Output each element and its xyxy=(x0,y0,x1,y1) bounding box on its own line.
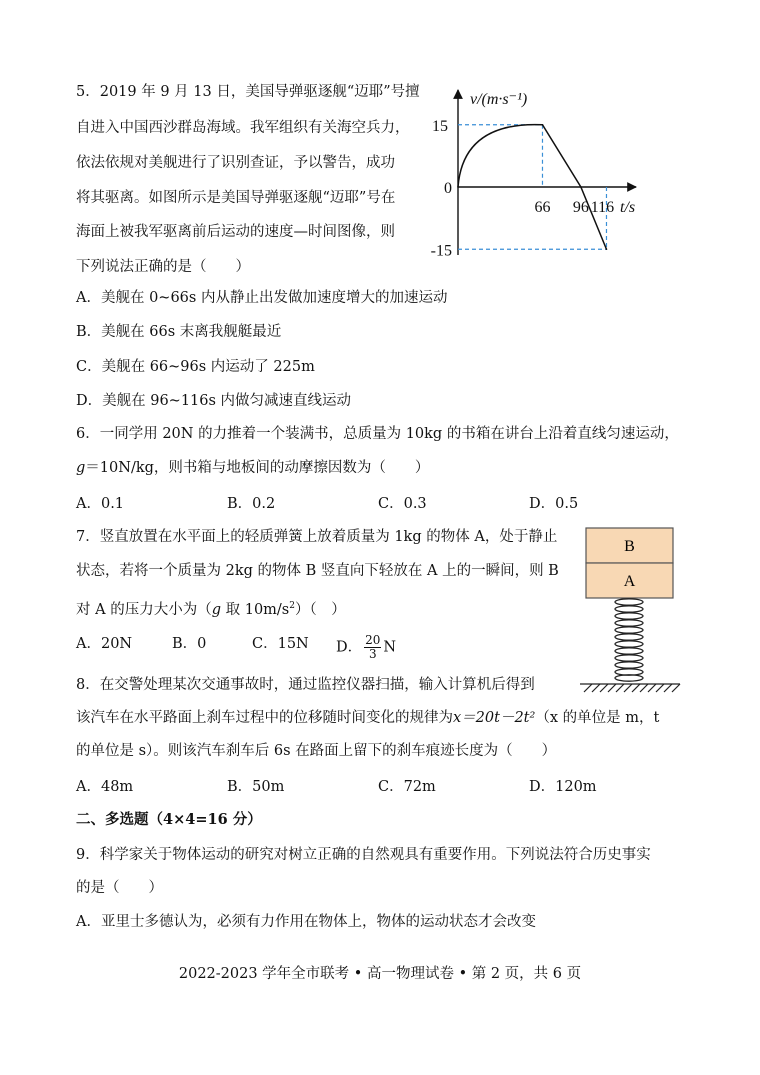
q6-option-d: D．0.5 xyxy=(529,496,579,512)
velocity-time-graph xyxy=(420,82,680,272)
q6-line-2-rest: N/kg，则书箱与地板间的动摩擦因数为（ ） xyxy=(118,460,430,476)
q6-option-b: B．0.2 xyxy=(227,496,276,512)
q9-line-1: 9．科学家关于物体运动的研究对树立正确的自然观具有重要作用。下列说法符合历史事实 xyxy=(76,847,651,863)
y-tick-neg15: -15 xyxy=(430,242,452,260)
q5-line-4: 将其驱离。如图所示是美国导弹驱逐舰“迈耶”号在 xyxy=(76,190,396,206)
y-tick-15: 15 xyxy=(432,117,448,135)
data-point-2 xyxy=(580,186,582,188)
q5-line-1: 5．2019 年 9 月 13 日，美国导弹驱逐舰“迈耶”号擅 xyxy=(76,84,420,100)
q7-line-2: 状态，若将一个质量为 2kg 的物体 B 竖直向下轻放在 A 上的一瞬间，则 B xyxy=(76,563,559,579)
q7-g-value: 取 10m/s xyxy=(221,601,290,618)
q8-option-a: A．48m xyxy=(76,779,134,795)
q6-option-a: A．0.1 xyxy=(76,496,125,512)
q5-option-a: A．美舰在 0~66s 内从静止出发做加速度增大的加速运动 xyxy=(76,290,448,306)
spring-blocks-figure xyxy=(572,522,692,694)
page-footer: 2022-2023 学年全市联考 • 高一物理试卷 • 第 2 页，共 6 页 xyxy=(178,966,582,982)
q6-option-c: C．0.3 xyxy=(378,496,427,512)
q7-option-b: B．0 xyxy=(172,636,207,652)
fraction-numerator: 20 xyxy=(365,633,381,647)
q5-line-6: 下列说法正确的是（ ） xyxy=(76,259,250,275)
data-point-1 xyxy=(542,124,544,126)
q6-g-value: ＝10 xyxy=(85,460,119,476)
q9-option-a: A．亚里士多德认为，必须有力作用在物体上，物体的运动状态才会改变 xyxy=(76,914,536,930)
q8-option-c: C．72m xyxy=(378,779,436,795)
x-tick-96: 96 xyxy=(572,199,589,216)
spring xyxy=(615,599,643,681)
q7-line-3-start: 对 A 的压力大小为（ xyxy=(76,601,212,618)
y-tick-0: 0 xyxy=(444,180,452,197)
data-point-3 xyxy=(606,248,608,250)
x-axis-label: t/s xyxy=(620,199,636,216)
q5-line-2: 自进入中国西沙群岛海域。我军组织有关海空兵力， xyxy=(76,120,410,136)
y-axis-label: v/(m·s⁻¹) xyxy=(470,91,528,108)
q8-option-d: D．120m xyxy=(529,779,597,795)
q7-option-d-label: D． xyxy=(336,639,363,656)
block-b-label: B xyxy=(624,538,635,555)
q5-line-5: 海面上被我军驱离前后运动的速度—时间图像，则 xyxy=(76,224,395,240)
q7-option-d-fraction xyxy=(364,634,381,661)
q6-g-symbol: g xyxy=(76,460,86,476)
q9-line-2: 的是（ ） xyxy=(76,880,163,896)
q8-line-3: 的单位是 s）。则该汽车刹车后 6s 在路面上留下的刹车痕迹长度为（ ） xyxy=(76,743,557,759)
q7-line-3-end: ）（ ） xyxy=(294,601,346,618)
data-point-0 xyxy=(457,186,459,188)
q5-option-c: C．美舰在 66~96s 内运动了 225m xyxy=(76,359,315,375)
q7-option-a: A．20N xyxy=(76,636,133,652)
x-tick-66: 66 xyxy=(534,199,551,216)
ground xyxy=(580,684,680,692)
q6-line-1: 6．一同学用 20N 的力推着一个装满书，总质量为 10kg 的书箱在讲台上沿着直线匀速运动， xyxy=(76,426,679,442)
q7-g-symbol: g xyxy=(211,601,221,618)
x-tick-116: 116 xyxy=(590,199,615,216)
q8-line-2-start: 该汽车在水平路面上刹车过程中的位移随时间变化的规律为 xyxy=(76,710,453,726)
q5-option-b: B．美舰在 66s 末离我舰艇最近 xyxy=(76,324,282,340)
q8-formula: x＝20t－2t² xyxy=(453,710,536,726)
q8-option-b: B．50m xyxy=(227,779,285,795)
q6-line-2 xyxy=(76,458,429,478)
fraction-denominator: 3 xyxy=(368,647,377,661)
q8-line-1: 8．在交警处理某次交通事故时，通过监控仪器扫描，输入计算机后得到 xyxy=(76,677,535,693)
q7-line-1: 7．竖直放置在水平面上的轻质弹簧上放着质量为 1kg 的物体 A，处于静止 xyxy=(76,529,558,545)
q7-option-d xyxy=(336,634,396,661)
q5-line-3: 依法依规对美舰进行了识别查证，予以警告，成功 xyxy=(76,155,395,171)
q7-option-c: C．15N xyxy=(252,636,309,652)
block-a-label: A xyxy=(623,573,636,590)
q7-option-d-unit: N xyxy=(383,639,397,656)
q5-option-d: D．美舰在 96~116s 内做匀减速直线运动 xyxy=(76,393,352,409)
section-title-multiple-choice: 二、多选题（4×4=16 分） xyxy=(76,811,262,828)
q8-line-2-end: （x 的单位是 m，t xyxy=(535,710,660,726)
q7-line-3 xyxy=(76,596,346,620)
q7-exponent: 2 xyxy=(289,601,295,611)
q8-line-2 xyxy=(76,708,659,728)
